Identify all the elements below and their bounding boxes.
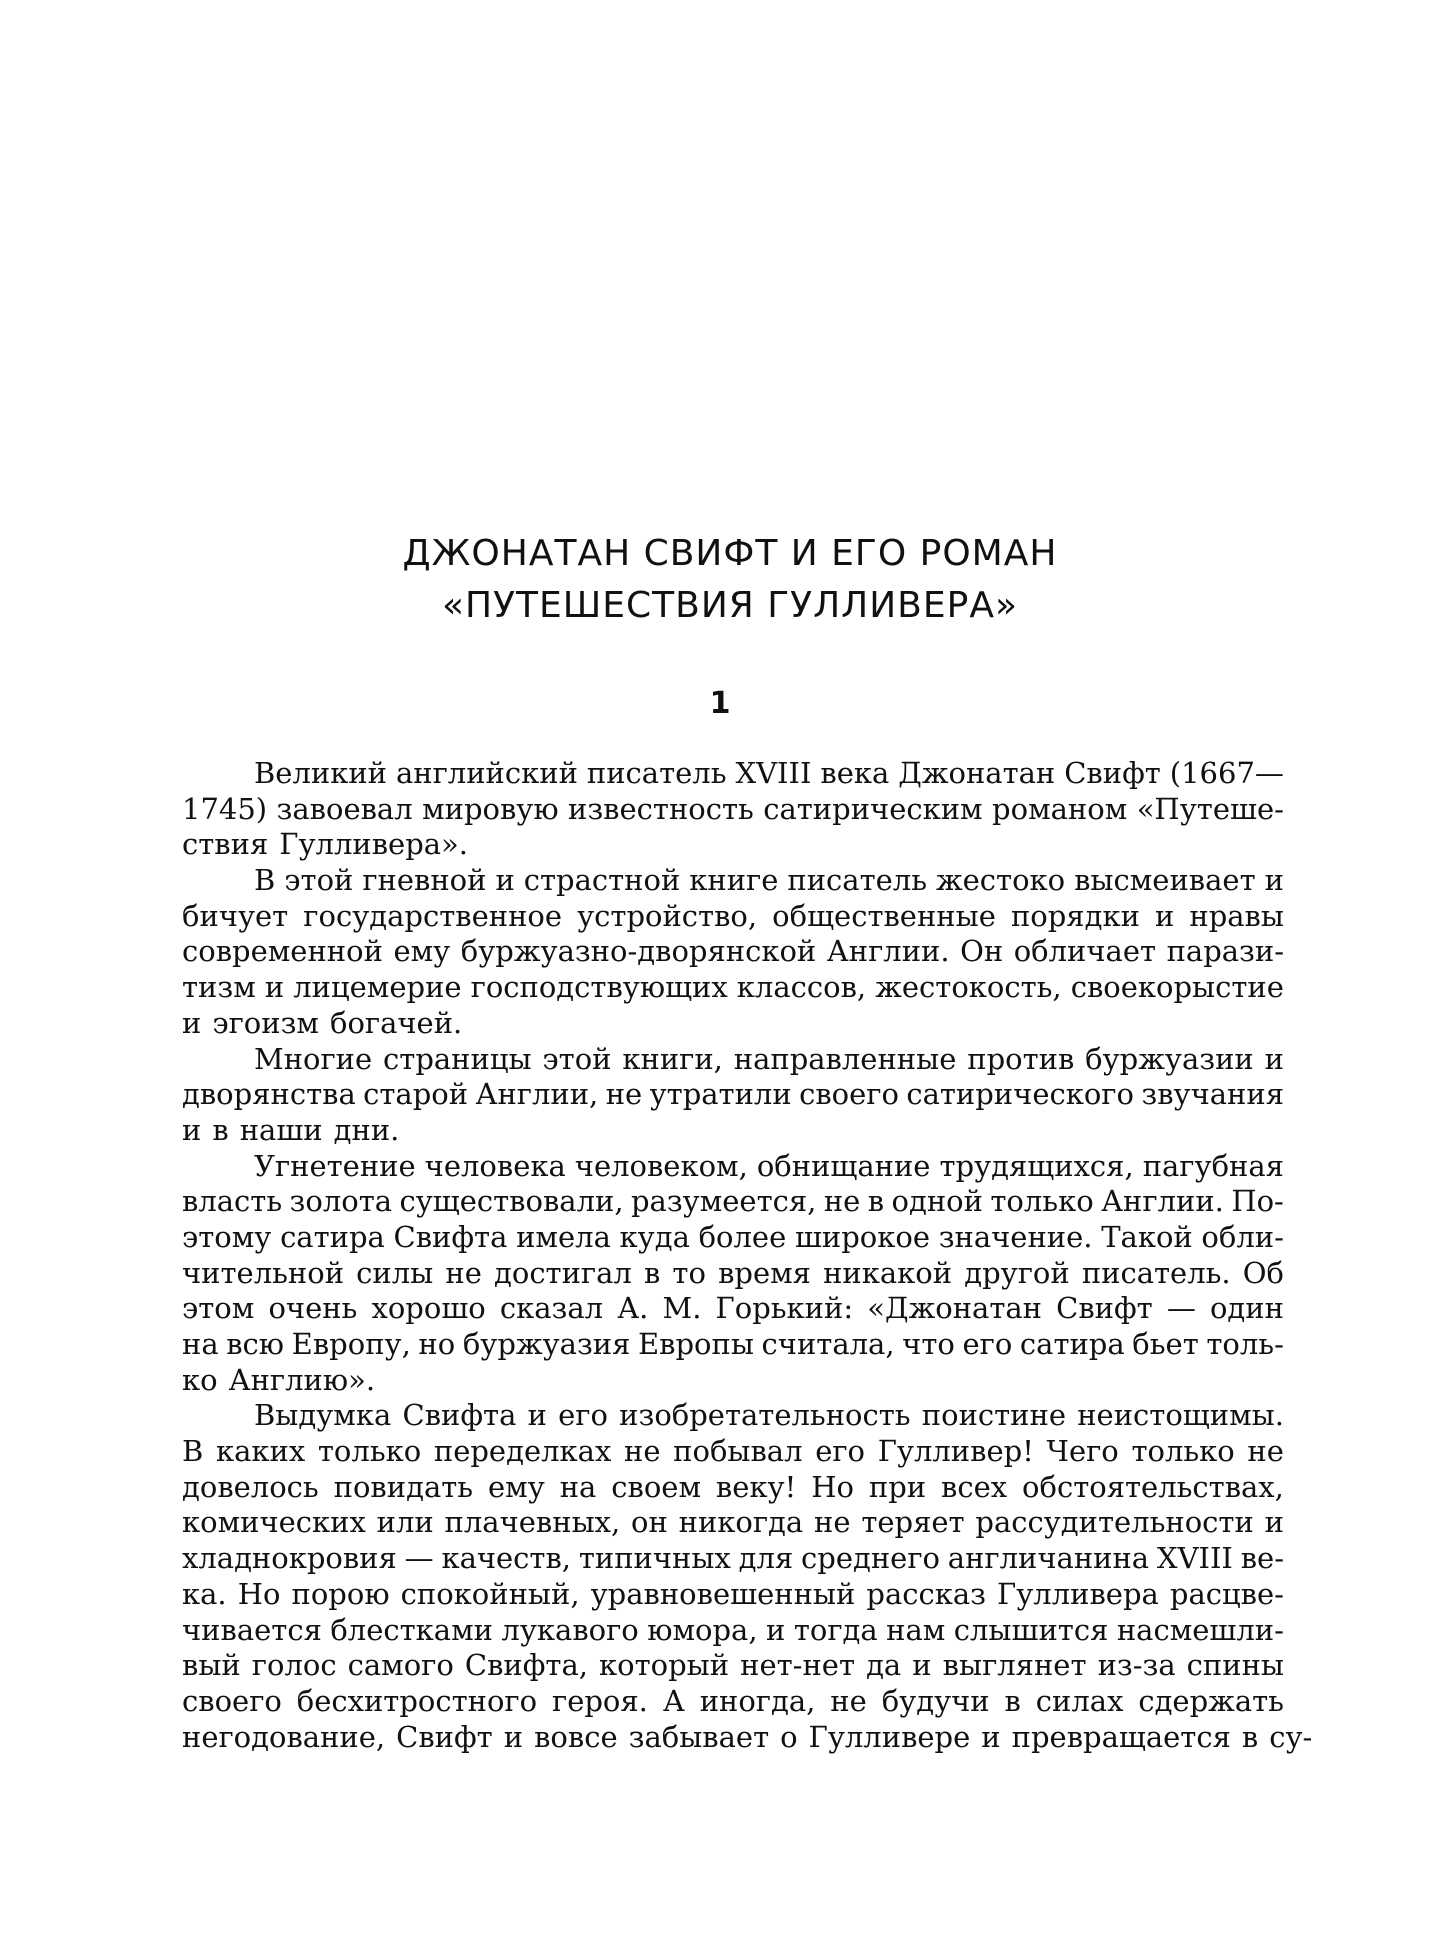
- text-line: и в наши дни.: [182, 1112, 400, 1147]
- text-line: вый голос самого Свифта, который нет-нет да и выглянет из-за спины: [182, 1648, 1284, 1683]
- text-line: хладнокровия — качеств, типичных для среднего англичанина XVIII ве-: [182, 1541, 1284, 1576]
- text-line: чивается блестками лукавого юмора, и тогда нам слышится насмешли-: [182, 1612, 1284, 1647]
- text-line: чительной силы не достигал в то время никакой другой писатель. Об: [182, 1255, 1284, 1290]
- text-line: ка. Но порою спокойный, уравновешенный рассказ Гулливера расцве-: [182, 1576, 1284, 1611]
- chapter-title-line-2: «ПУТЕШЕСТВИЯ ГУЛЛИВЕРА»: [442, 585, 1018, 626]
- body-text: [182, 756, 1313, 1755]
- chapter-title-line-1: ДЖОНАТАН СВИФТ И ЕГО РОМАН: [402, 533, 1058, 574]
- text-line: бичует государственное устройство, общественные порядки и нравы: [182, 898, 1284, 933]
- text-line: ствия Гулливера».: [182, 827, 469, 862]
- text-line: Выдумка Свифта и его изобретательность поистине неистощимы.: [254, 1398, 1284, 1433]
- text-line: комических или плачевных, он никогда не теряет рассудительности и: [182, 1505, 1284, 1540]
- text-line: В этой гневной и страстной книге писатель жестоко высмеивает и: [254, 863, 1284, 898]
- text-line: В каких только переделках не побывал его Гулливер! Чего только не: [182, 1434, 1284, 1469]
- text-line: власть золота существовали, разумеется, не в одной только Англии. По-: [182, 1184, 1284, 1219]
- text-line: Угнетение человека человеком, обнищание трудящихся, пагубная: [254, 1148, 1284, 1183]
- chapter-title: [290, 528, 1170, 632]
- text-line: современной ему буржуазно-дворянской Англии. Он обличает парази-: [182, 934, 1284, 969]
- text-line: своего бесхитростного героя. А иногда, не будучи в силах сдержать: [182, 1683, 1284, 1718]
- text-line: этом очень хорошо сказал А. М. Горький: «Джонатан Свифт — один: [182, 1291, 1284, 1326]
- text-line: тизм и лицемерие господствующих классов, жестокость, своекорыстие: [182, 970, 1284, 1005]
- section-number: 1: [709, 686, 731, 721]
- text-line: и эгоизм богачей.: [182, 1005, 463, 1040]
- text-line: довелось повидать ему на своем веку! Но при всех обстоятельствах,: [182, 1469, 1284, 1504]
- paragraph: [182, 1042, 1284, 1149]
- text-line: на всю Европу, но буржуазия Европы считала, что его сатира бьет толь-: [182, 1327, 1284, 1361]
- paragraph: [182, 1149, 1284, 1399]
- paragraph: [182, 1398, 1313, 1755]
- paragraph: [182, 863, 1284, 1041]
- text-line: Многие страницы этой книги, направленные против буржуазии и: [254, 1041, 1284, 1076]
- paragraph: [182, 756, 1284, 863]
- text-line: Великий английский писатель XVIII века Джонатан Свифт (1667—: [254, 756, 1284, 790]
- text-line: негодование, Свифт и вовсе забывает о Гулливере и превращается в су-: [182, 1719, 1313, 1754]
- text-line: дворянства старой Англии, не утратили своего сатирического звучания: [182, 1077, 1284, 1112]
- text-line: 1745) завоевал мировую известность сатирическим романом «Путеше-: [182, 791, 1284, 826]
- text-line: этому сатира Свифта имела куда более широкое значение. Такой обли-: [182, 1219, 1284, 1254]
- text-line: ко Англию».: [182, 1362, 376, 1397]
